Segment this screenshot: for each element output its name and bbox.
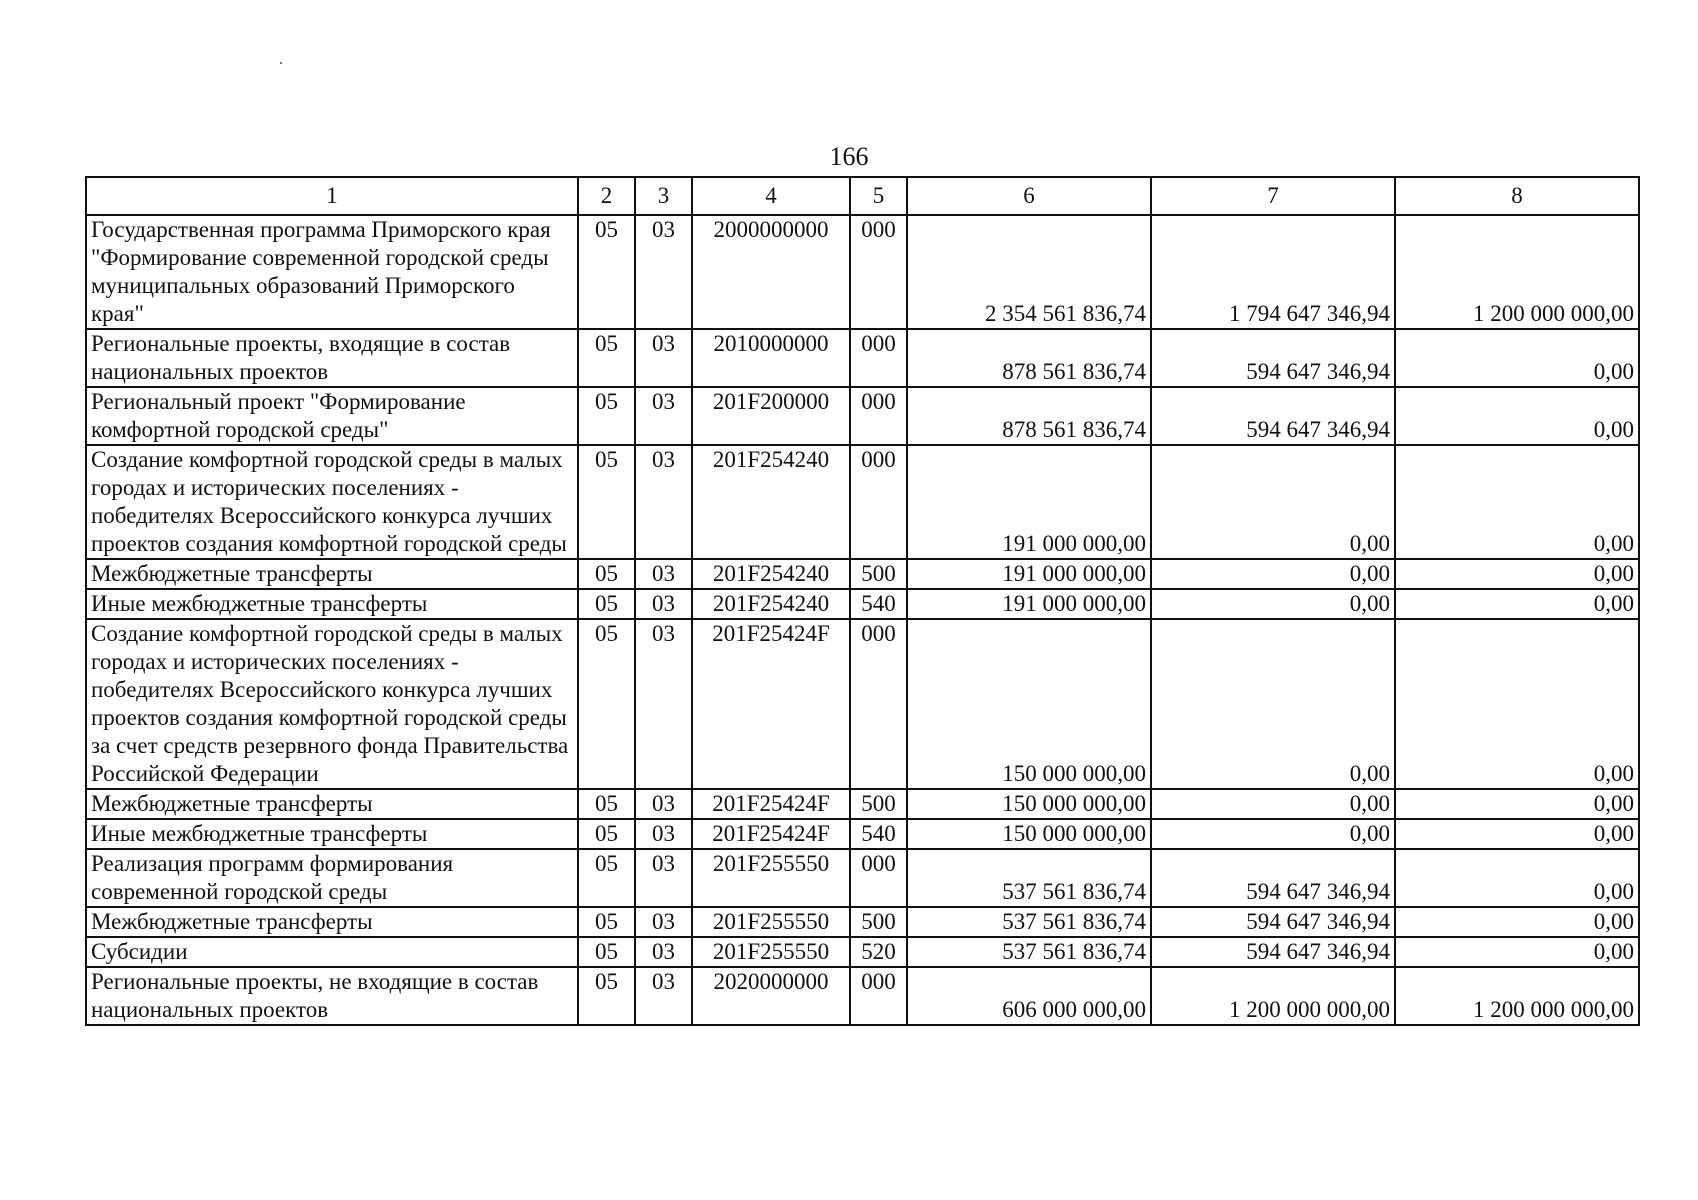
column-header: 7 — [1151, 177, 1395, 215]
amount-col-6: 191 000 000,00 — [907, 559, 1151, 589]
expense-type-code: 000 — [850, 619, 907, 789]
target-article-code: 201F25424F — [692, 819, 850, 849]
target-article-code: 2000000000 — [692, 215, 850, 329]
amount-col-8: 0,00 — [1395, 849, 1639, 907]
expense-type-code: 000 — [850, 849, 907, 907]
column-header: 5 — [850, 177, 907, 215]
section-code: 05 — [578, 937, 635, 967]
table-row — [86, 907, 1639, 937]
amount-col-8: 0,00 — [1395, 445, 1639, 559]
table-row — [86, 937, 1639, 967]
amount-col-6: 606 000 000,00 — [907, 967, 1151, 1025]
table-row — [86, 387, 1639, 445]
amount-col-7: 594 647 346,94 — [1151, 937, 1395, 967]
expense-type-code: 000 — [850, 215, 907, 329]
table-row — [86, 559, 1639, 589]
row-name: Иные межбюджетные трансферты — [86, 589, 578, 619]
target-article-code: 201F254240 — [692, 559, 850, 589]
subsection-code: 03 — [635, 559, 692, 589]
amount-col-8: 0,00 — [1395, 559, 1639, 589]
target-article-code: 201F254240 — [692, 445, 850, 559]
row-name: Создание комфортной городской среды в малых городах и исторических поселениях - победителях Всероссийского конкурса лучших проектов создания комфортной городской среды — [86, 445, 578, 559]
amount-col-6: 537 561 836,74 — [907, 937, 1151, 967]
section-code: 05 — [578, 445, 635, 559]
expense-type-code: 540 — [850, 819, 907, 849]
expense-type-code: 500 — [850, 907, 907, 937]
target-article-code: 201F25424F — [692, 619, 850, 789]
target-article-code: 201F254240 — [692, 589, 850, 619]
subsection-code: 03 — [635, 967, 692, 1025]
subsection-code: 03 — [635, 789, 692, 819]
amount-col-6: 537 561 836,74 — [907, 849, 1151, 907]
amount-col-6: 150 000 000,00 — [907, 619, 1151, 789]
subsection-code: 03 — [635, 849, 692, 907]
budget-table — [85, 176, 1640, 1026]
amount-col-7: 594 647 346,94 — [1151, 387, 1395, 445]
table-row — [86, 329, 1639, 387]
amount-col-7: 0,00 — [1151, 789, 1395, 819]
amount-col-7: 1 794 647 346,94 — [1151, 215, 1395, 329]
row-name: Государственная программа Приморского края "Формирование современной городской среды муниципальных образований Приморского края" — [86, 215, 578, 329]
amount-col-8: 0,00 — [1395, 789, 1639, 819]
amount-col-8: 0,00 — [1395, 589, 1639, 619]
amount-col-6: 878 561 836,74 — [907, 329, 1151, 387]
subsection-code: 03 — [635, 445, 692, 559]
amount-col-7: 0,00 — [1151, 559, 1395, 589]
section-code: 05 — [578, 559, 635, 589]
amount-col-6: 150 000 000,00 — [907, 819, 1151, 849]
expense-type-code: 000 — [850, 967, 907, 1025]
amount-col-8: 0,00 — [1395, 329, 1639, 387]
subsection-code: 03 — [635, 937, 692, 967]
amount-col-6: 191 000 000,00 — [907, 589, 1151, 619]
expense-type-code: 520 — [850, 937, 907, 967]
column-header: 8 — [1395, 177, 1639, 215]
table-row — [86, 849, 1639, 907]
amount-col-8: 0,00 — [1395, 907, 1639, 937]
amount-col-7: 0,00 — [1151, 589, 1395, 619]
subsection-code: 03 — [635, 329, 692, 387]
section-code: 05 — [578, 849, 635, 907]
amount-col-7: 1 200 000 000,00 — [1151, 967, 1395, 1025]
amount-col-8: 0,00 — [1395, 937, 1639, 967]
table-body — [86, 215, 1639, 1025]
header-row — [86, 177, 1639, 215]
amount-col-7: 594 647 346,94 — [1151, 329, 1395, 387]
table-row — [86, 445, 1639, 559]
amount-col-7: 0,00 — [1151, 619, 1395, 789]
table-row — [86, 819, 1639, 849]
column-header: 3 — [635, 177, 692, 215]
column-header: 6 — [907, 177, 1151, 215]
subsection-code: 03 — [635, 387, 692, 445]
target-article-code: 201F200000 — [692, 387, 850, 445]
amount-col-6: 150 000 000,00 — [907, 789, 1151, 819]
amount-col-6: 537 561 836,74 — [907, 907, 1151, 937]
column-header: 1 — [86, 177, 578, 215]
amount-col-7: 594 647 346,94 — [1151, 907, 1395, 937]
expense-type-code: 000 — [850, 329, 907, 387]
target-article-code: 201F255550 — [692, 849, 850, 907]
amount-col-8: 1 200 000 000,00 — [1395, 967, 1639, 1025]
subsection-code: 03 — [635, 819, 692, 849]
page-number: 166 — [829, 142, 869, 171]
subsection-code: 03 — [635, 619, 692, 789]
section-code: 05 — [578, 387, 635, 445]
amount-col-8: 1 200 000 000,00 — [1395, 215, 1639, 329]
section-code: 05 — [578, 907, 635, 937]
table-row — [86, 589, 1639, 619]
subsection-code: 03 — [635, 215, 692, 329]
amount-col-7: 594 647 346,94 — [1151, 849, 1395, 907]
row-name: Межбюджетные трансферты — [86, 559, 578, 589]
row-name: Межбюджетные трансферты — [86, 789, 578, 819]
row-name: Региональные проекты, не входящие в состав национальных проектов — [86, 967, 578, 1025]
row-name: Региональный проект "Формирование комфортной городской среды" — [86, 387, 578, 445]
amount-col-8: 0,00 — [1395, 387, 1639, 445]
row-name: Реализация программ формирования современной городской среды — [86, 849, 578, 907]
subsection-code: 03 — [635, 589, 692, 619]
target-article-code: 2010000000 — [692, 329, 850, 387]
column-header: 2 — [578, 177, 635, 215]
expense-type-code: 500 — [850, 789, 907, 819]
section-code: 05 — [578, 619, 635, 789]
table-row — [86, 967, 1639, 1025]
expense-type-code: 500 — [850, 559, 907, 589]
section-code: 05 — [578, 967, 635, 1025]
amount-col-6: 878 561 836,74 — [907, 387, 1151, 445]
table-row — [86, 215, 1639, 329]
table-row — [86, 789, 1639, 819]
target-article-code: 2020000000 — [692, 967, 850, 1025]
amount-col-8: 0,00 — [1395, 619, 1639, 789]
amount-col-6: 2 354 561 836,74 — [907, 215, 1151, 329]
row-name: Региональные проекты, входящие в состав национальных проектов — [86, 329, 578, 387]
section-code: 05 — [578, 589, 635, 619]
row-name: Субсидии — [86, 937, 578, 967]
stray-mark — [280, 62, 282, 64]
target-article-code: 201F25424F — [692, 789, 850, 819]
section-code: 05 — [578, 215, 635, 329]
table-row — [86, 619, 1639, 789]
expense-type-code: 000 — [850, 387, 907, 445]
section-code: 05 — [578, 789, 635, 819]
amount-col-6: 191 000 000,00 — [907, 445, 1151, 559]
section-code: 05 — [578, 819, 635, 849]
amount-col-7: 0,00 — [1151, 819, 1395, 849]
amount-col-8: 0,00 — [1395, 819, 1639, 849]
section-code: 05 — [578, 329, 635, 387]
subsection-code: 03 — [635, 907, 692, 937]
target-article-code: 201F255550 — [692, 937, 850, 967]
row-name: Создание комфортной городской среды в малых городах и исторических поселениях - победителях Всероссийского конкурса лучших проектов создания комфортной городской среды за счет средств резервного фонда Правительства Российской Федерации — [86, 619, 578, 789]
expense-type-code: 540 — [850, 589, 907, 619]
target-article-code: 201F255550 — [692, 907, 850, 937]
amount-col-7: 0,00 — [1151, 445, 1395, 559]
row-name: Межбюджетные трансферты — [86, 907, 578, 937]
expense-type-code: 000 — [850, 445, 907, 559]
row-name: Иные межбюджетные трансферты — [86, 819, 578, 849]
column-header: 4 — [692, 177, 850, 215]
